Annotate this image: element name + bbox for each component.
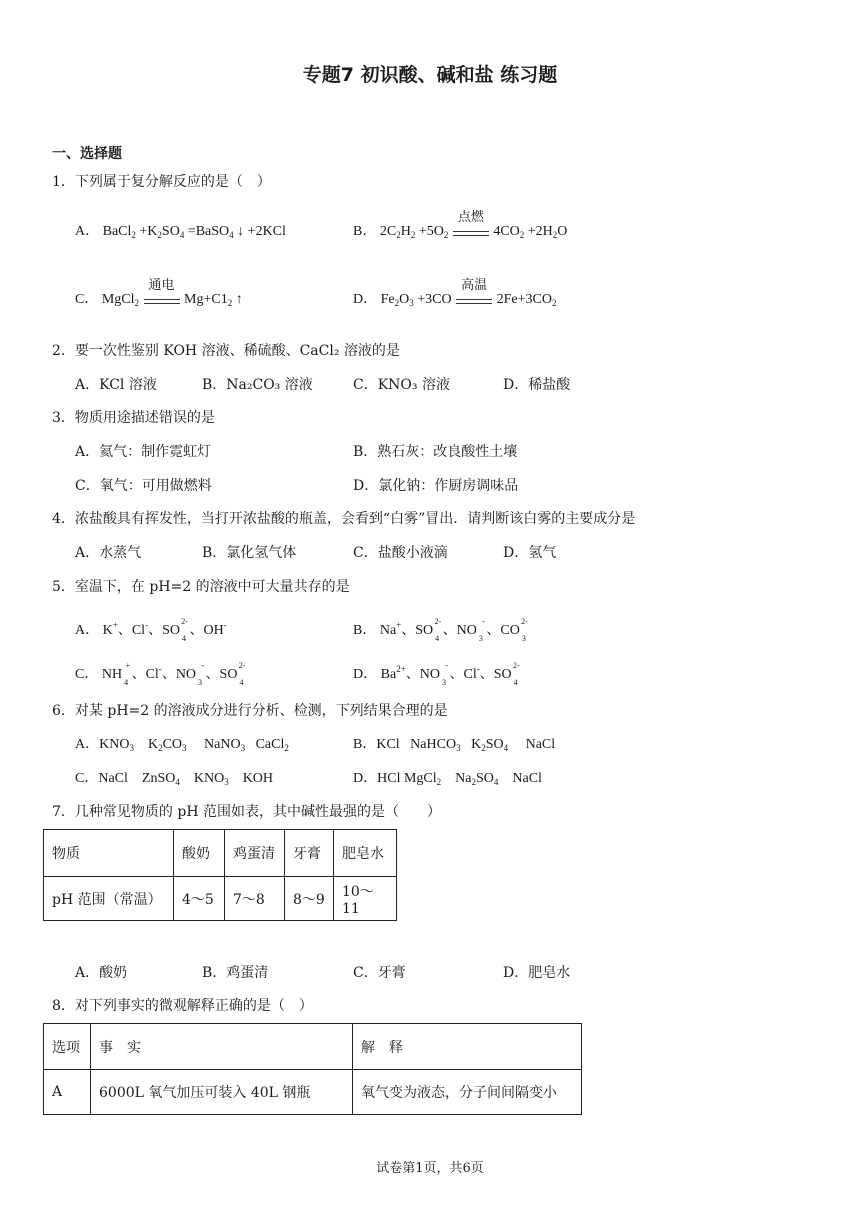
- q5-option-a-label: A．: [75, 623, 100, 638]
- reaction-condition-high-temp: [456, 278, 492, 307]
- q6-option-a-label: A．: [75, 737, 100, 752]
- q1-option-b: B． $2C_2H_2 +5O_2$ 点燃 $4CO_2 +2H_2O$: [353, 210, 568, 241]
- table-cell: 10～11: [334, 877, 397, 921]
- table-cell: pH 范围（常温）: [44, 877, 174, 921]
- q2-option-d: D．稀盐酸: [503, 377, 571, 393]
- q6-option-c: C．NaCl ZnSO$_4$ $KNO_3$ KOH: [75, 771, 274, 787]
- q5-option-d-label: D．: [353, 667, 378, 682]
- q7-option-b: B．鸡蛋清: [202, 965, 269, 981]
- q7-option-c: C．牙膏: [353, 965, 406, 981]
- page-footer: 试卷第1页，共6页: [376, 1161, 484, 1176]
- q4-option-b: B．氯化氢气体: [202, 545, 297, 561]
- q4-option-d: D．氢气: [503, 545, 557, 561]
- question-7-stem: 7．几种常见物质的 pH 范围如表，其中碱性最强的是（ ）: [52, 804, 441, 820]
- table-cell: 肥皂水: [334, 830, 397, 877]
- equals-bars: [456, 299, 492, 304]
- q2-option-b: B．Na₂CO₃ 溶液: [202, 377, 313, 393]
- question-4-stem: 4．浓盐酸具有挥发性，当打开浓盐酸的瓶盖，会看到“白雾”冒出．请判断该白雾的主要成分是: [52, 511, 636, 527]
- table-cell: 酸奶: [174, 830, 225, 877]
- question-6-stem: 6．对某 pH=2 的溶液成分进行分析、检测，下列结果合理的是: [52, 703, 448, 719]
- q5-option-a: A． K+、Cl-、SO 4 2- 、OH-: [75, 617, 227, 643]
- q6-option-d-label: D．: [353, 771, 378, 786]
- q6-option-d: D．HCl MgCl$_2$ $Na_2SO_4$ NaCl: [353, 771, 542, 787]
- table-cell: 6000L 氧气加压可装入 40L 钢瓶: [91, 1070, 353, 1115]
- table-header-row: [44, 1024, 582, 1070]
- q1-option-b-label: B．: [353, 224, 377, 240]
- table-cell: 选项: [44, 1024, 91, 1070]
- q1-option-d-label: D．: [353, 292, 378, 308]
- condition-label: 通电: [148, 278, 175, 293]
- table-cell: 7～8: [225, 877, 285, 921]
- question-5-stem: 5．室温下，在 pH=2 的溶液中可大量共存的是: [52, 579, 350, 595]
- table-row: [44, 877, 397, 921]
- question-1-stem: 1．下列属于复分解反应的是（ ）: [52, 174, 271, 190]
- table-cell: 牙膏: [285, 830, 334, 877]
- q5-option-b: B． Na+、SO 4 2- 、NO 3 - 、CO 3 2-: [353, 617, 528, 643]
- section-heading: 一、选择题: [52, 146, 122, 162]
- table-cell: 4～5: [174, 877, 225, 921]
- q3-option-d: D．氯化钠：作厨房调味品: [353, 478, 519, 494]
- q6-option-a: A．$KNO_3$ $K_2CO_3$ NaNO$_3$ CaCl$_2$: [75, 737, 289, 753]
- question-3-stem: 3．物质用途描述错误的是: [52, 410, 215, 426]
- question-8-stem: 8．对下列事实的微观解释正确的是（ ）: [52, 998, 313, 1014]
- table-cell: 物质: [44, 830, 174, 877]
- q4-option-a: A．水蒸气: [75, 545, 142, 561]
- table-cell: 8～9: [285, 877, 334, 921]
- table-cell: 事 实: [91, 1024, 353, 1070]
- reaction-condition-electrolysis: [144, 278, 180, 307]
- q5-option-c: C． NH 4 + 、Cl-、NO 3 - 、SO 4 2-: [75, 661, 246, 687]
- table-cell: 鸡蛋清: [225, 830, 285, 877]
- q4-option-c: C．盐酸小液滴: [353, 545, 448, 561]
- q6-option-c-label: C．: [75, 771, 99, 786]
- q6-option-b-label: B．: [353, 737, 377, 752]
- q3-option-b: B．熟石灰：改良酸性土壤: [353, 444, 518, 460]
- q5-option-c-label: C．: [75, 667, 99, 682]
- reaction-condition-ignite: [453, 210, 489, 239]
- q1-option-c-label: C．: [75, 292, 99, 308]
- q1-option-a: A． BaCl$_2$ $+K_2SO_4$ =BaSO$_4$ ↓ +2KCl: [75, 224, 286, 240]
- q2-option-c: C．KNO₃ 溶液: [353, 377, 450, 393]
- q5-option-d: D． $Ba^{2+}$、NO 3 - 、Cl-、SO 4 2-: [353, 661, 520, 687]
- fact-explanation-table: [43, 1023, 582, 1115]
- q2-option-a: A．KCl 溶液: [75, 377, 157, 393]
- page-title: 专题7 初识酸、碱和盐 练习题: [302, 64, 558, 86]
- q1-option-d: D． $Fe_2O_3 +3CO$ 高温 $2Fe+3CO_2$: [353, 278, 557, 309]
- q3-option-c: C．氧气：可用做燃料: [75, 478, 212, 494]
- q5-option-b-label: B．: [353, 623, 377, 638]
- table-header-row: [44, 830, 397, 877]
- equals-bars: [144, 299, 180, 304]
- condition-label: 点燃: [457, 210, 484, 225]
- table-row: [44, 1070, 582, 1115]
- equals-bars: [453, 231, 489, 236]
- q1-option-a-label: A．: [75, 224, 100, 239]
- table-cell: 解 释: [353, 1024, 582, 1070]
- q7-option-a: A．酸奶: [75, 965, 128, 981]
- q6-option-b: B．KCl NaHCO$_3$ $K_2SO_4$ NaCl: [353, 737, 556, 753]
- question-2-stem: 2．要一次性鉴别 KOH 溶液、稀硫酸、CaCl₂ 溶液的是: [52, 343, 400, 359]
- ph-table: [43, 829, 397, 921]
- table-cell: A: [44, 1070, 91, 1115]
- table-cell: 氧气变为液态，分子间间隔变小: [353, 1070, 582, 1115]
- condition-label: 高温: [461, 278, 488, 293]
- q1-option-c: C． MgCl$_2$ 通电 $Mg+C1_2$ ↑: [75, 278, 243, 309]
- q7-option-d: D．肥皂水: [503, 965, 571, 981]
- q3-option-a: A．氦气：制作霓虹灯: [75, 444, 212, 460]
